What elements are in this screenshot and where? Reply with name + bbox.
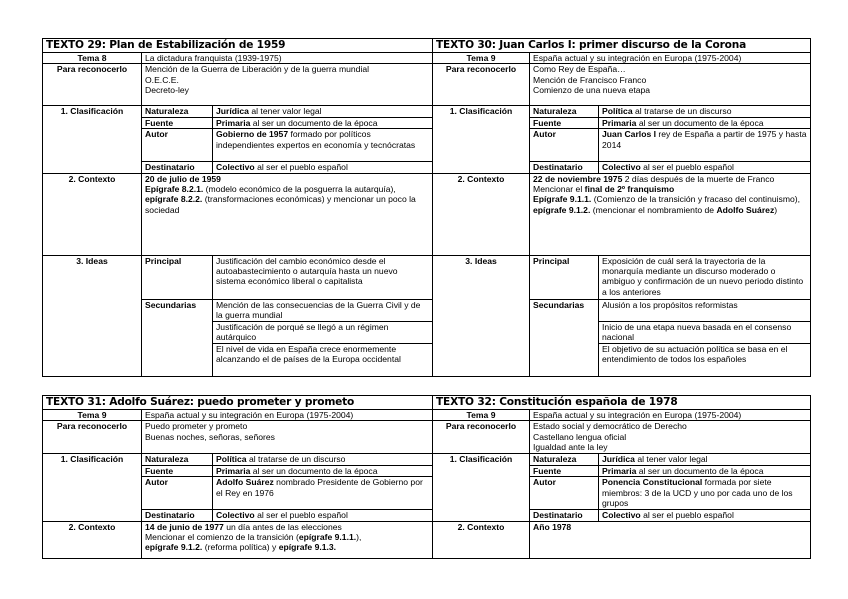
- texto-30-ideas-label: 3. Ideas: [433, 255, 530, 376]
- texto-30-naturaleza-label: Naturaleza: [530, 106, 599, 117]
- texto-32-autor-bold: Ponencia Constitucional: [602, 477, 703, 488]
- texto-32-naturaleza-bold: Jurídica: [602, 454, 635, 465]
- texto-29-principal-text: Justificación del cambio económico desde el autoabastecimiento o autarquía hasta un nuevo sistema económico liberal o capitalista: [213, 255, 433, 299]
- texto-30-fuente-rest: al ser un documento de la época: [636, 117, 764, 128]
- texto-32-autor-label: Autor: [530, 477, 599, 510]
- texto-31-epigrafe-ref: epígrafe 9.1.1.: [298, 532, 357, 543]
- texto-29-reconocer-line: Mención de la Guerra de Liberación y de la guerra mundial: [145, 64, 370, 75]
- texto-29-principal-label: Principal: [142, 255, 213, 299]
- texto-31-epigrafe-ref: epígrafe 9.1.2.: [145, 542, 203, 553]
- texto-31-autor-value: [213, 477, 433, 510]
- texto-32-reconocer-line: Igualdad ante la ley: [533, 442, 608, 453]
- texto-32-naturaleza-label: Naturaleza: [530, 454, 599, 465]
- texto-30-clasif-label: 1. Clasificación: [433, 106, 530, 173]
- texto-32-reconocer-label: Para reconocerlo: [433, 421, 530, 454]
- texto-31-naturaleza-bold: Política: [216, 454, 247, 465]
- texto-31-dest-label: Destinatario: [142, 510, 213, 521]
- texto-31-contexto-label: 2. Contexto: [43, 521, 142, 558]
- texto-29-tema-label: Tema 8: [43, 53, 142, 64]
- texto-29-contexto-label: 2. Contexto: [43, 173, 142, 255]
- texto-29-secundaria-item: Mención de las consecuencias de la Guerra Civil y de la guerra mundial: [213, 299, 433, 321]
- texto-31-reconocer-line: Puedo prometer y prometo: [145, 421, 248, 432]
- texto-29-dest-bold: Colectivo: [216, 162, 255, 173]
- texto-31-fuente-rest: al ser un documento de la época: [250, 465, 378, 476]
- texto-31-contexto-date: 14 de junio de 1977: [145, 521, 224, 532]
- texto-30-secundaria-item: Inicio de una etapa nueva basada en el consenso nacional: [599, 321, 811, 343]
- texto-29-contexto-desc: (transformaciones económicas) y mencionar un poco la sociedad: [145, 194, 416, 215]
- texto-32-fuente-value: [599, 465, 811, 476]
- texto-29-title: TEXTO 29: Plan de Estabilización de 1959: [43, 39, 433, 53]
- texto-31-contexto-desc: ),: [356, 532, 362, 543]
- texto-31-naturaleza-value: [213, 454, 433, 465]
- texto-30-contexto-desc: ): [774, 204, 778, 215]
- texto-30-tema-value: España actual y su integración en Europa (1975-2004): [530, 53, 811, 64]
- texto-30-autor-label: Autor: [530, 129, 599, 162]
- texto-30-contexto-desc: Mencionar el: [533, 184, 585, 195]
- texto-32-fuente-rest: al ser un documento de la época: [636, 465, 764, 476]
- texto-30-secundaria-item: Alusión a los propósitos reformistas: [599, 299, 811, 321]
- texto-30-epigrafe-ref: epígrafe 9.1.2.: [533, 204, 591, 215]
- texto-30-title: TEXTO 30: Juan Carlos I: primer discurso de la Corona: [433, 39, 811, 53]
- texto-29-reconocer-label: Para reconocerlo: [43, 64, 142, 106]
- texto-32-reconocer-text: [530, 421, 811, 454]
- texto-30-contexto-date: 22 de noviembre 1975: [533, 173, 623, 184]
- texto-29-secundaria-item: El nivel de vida en España crece enormemente alcanzando el de países de la Europa occidental: [213, 343, 433, 376]
- texto-31-dest-bold: Colectivo: [216, 510, 255, 521]
- texto-30-dest-value: [599, 162, 811, 173]
- texto-32-autor-value: [599, 477, 811, 510]
- texto-30-principal-label: Principal: [530, 255, 599, 299]
- texto-29-secundaria-item: Justificación de porqué se llegó a un régimen autárquico: [213, 321, 433, 343]
- texto-30-fuente-value: [599, 117, 811, 128]
- texto-31-contexto-desc: (reforma política) y: [202, 542, 279, 553]
- texto-32-dest-value: [599, 510, 811, 521]
- texto-31-fuente-label: Fuente: [142, 465, 213, 476]
- texto-30-dest-label: Destinatario: [530, 162, 599, 173]
- texto-29-fuente-label: Fuente: [142, 117, 213, 128]
- texto-32-fuente-bold: Primaria: [602, 465, 637, 476]
- texto-32-dest-label: Destinatario: [530, 510, 599, 521]
- texto-29-clasif-label: 1. Clasificación: [43, 106, 142, 173]
- texto-29-naturaleza-rest: al tener valor legal: [248, 106, 322, 117]
- texto-29-reconocer-line: Decreto-ley: [145, 85, 189, 96]
- texto-32-naturaleza-value: [599, 454, 811, 465]
- texto-30-fuente-bold: Primaria: [602, 117, 637, 128]
- texto-29-fuente-rest: al ser un documento de la época: [250, 117, 378, 128]
- texto-30-naturaleza-rest: al tratarse de un discurso: [632, 106, 732, 117]
- texto-29-fuente-value: [213, 117, 433, 128]
- texto-32-fuente-label: Fuente: [530, 465, 599, 476]
- texto-32-dest-bold: Colectivo: [602, 510, 641, 521]
- texto-30-dest-rest: al ser el pueblo español: [640, 162, 734, 173]
- texto-29-epigrafe-ref: Epígrafe 8.2.1.: [145, 184, 204, 195]
- texto-31-naturaleza-rest: al tratarse de un discurso: [246, 454, 346, 465]
- texto-32-reconocer-line: Castellano lengua oficial: [533, 431, 627, 442]
- texto-32-contexto-date: Año 1978: [533, 521, 572, 532]
- texto-29-contexto-desc: (modelo económico de la posguerra la autarquía),: [203, 184, 396, 195]
- texto-30-autor-bold: Juan Carlos I: [602, 129, 656, 140]
- texto-31-contexto-desc: un día antes de las elecciones: [223, 521, 342, 532]
- texto-31-contexto-desc: Mencionar el comienzo de la transición (: [145, 532, 299, 543]
- texto-32-tema-label: Tema 9: [433, 410, 530, 421]
- texto-30-epigrafe-ref: Epígrafe 9.1.1.: [533, 194, 592, 205]
- texto-30-secundaria-item: El objetivo de su actuación política se basa en el entendimiento de todos los españoles: [599, 343, 811, 376]
- texto-30-reconocer-text: [530, 64, 811, 106]
- texto-29-naturaleza-value: [213, 106, 433, 117]
- texto-29-naturaleza-label: Naturaleza: [142, 106, 213, 117]
- texto-30-naturaleza-bold: Política: [602, 106, 633, 117]
- texto-31-fuente-bold: Primaria: [216, 465, 251, 476]
- texto-30-dest-bold: Colectivo: [602, 162, 641, 173]
- texto-29-dest-rest: al ser el pueblo español: [254, 162, 348, 173]
- texto-31-title: TEXTO 31: Adolfo Suárez: puedo prometer y prometo: [43, 396, 433, 410]
- texto-29-naturaleza-bold: Jurídica: [216, 106, 249, 117]
- texto-31-tema-label: Tema 9: [43, 410, 142, 421]
- texto-30-contexto-desc: 2 días después de la muerte de Franco: [622, 173, 775, 184]
- texto-31-tema-value: España actual y su integración en Europa (1975-2004): [142, 410, 433, 421]
- texto-30-contexto-label: 2. Contexto: [433, 173, 530, 255]
- texto-32-contexto-text: [530, 521, 811, 558]
- texto-30-contexto-highlight: Adolfo Suárez: [716, 204, 775, 215]
- texto-29-dest-label: Destinatario: [142, 162, 213, 173]
- texto-30-contexto-highlight: final de 2º franquismo: [584, 184, 675, 195]
- texto-31-autor-bold: Adolfo Suárez: [216, 477, 274, 488]
- texto-30-secundarias-label: Secundarias: [530, 299, 599, 376]
- texto-30-autor-rest: rey de España a partir de 1975 y hasta 2014: [602, 129, 807, 150]
- texto-32-naturaleza-rest: al tener valor legal: [634, 454, 708, 465]
- texto-30-reconocer-label: Para reconocerlo: [433, 64, 530, 106]
- texto-29-reconocer-text: [142, 64, 433, 106]
- texto-31-autor-label: Autor: [142, 477, 213, 510]
- texto-29-autor-label: Autor: [142, 129, 213, 162]
- texto-32-autor-rest: formada por siete miembros: 3 de la UCD y uno por cada uno de los grupos: [602, 477, 793, 509]
- texto-31-reconocer-label: Para reconocerlo: [43, 421, 142, 454]
- texto-29-contexto-text: [142, 173, 433, 255]
- texto-31-dest-value: [213, 510, 433, 521]
- texts-table-bottom: [42, 395, 811, 559]
- texto-31-dest-rest: al ser el pueblo español: [254, 510, 348, 521]
- texto-30-naturaleza-value: [599, 106, 811, 117]
- texto-29-secundarias-label: Secundarias: [142, 299, 213, 376]
- texts-table-top: [42, 38, 811, 377]
- texto-32-dest-rest: al ser el pueblo español: [640, 510, 734, 521]
- texto-32-clasif-label: 1. Clasificación: [433, 454, 530, 521]
- texto-29-reconocer-line: O.E.C.E.: [145, 74, 179, 85]
- texto-29-tema-value: La dictadura franquista (1939-1975): [142, 53, 433, 64]
- texto-31-reconocer-line: Buenas noches, señoras, señores: [145, 431, 275, 442]
- texto-29-dest-value: [213, 162, 433, 173]
- texto-30-reconocer-line: Como Rey de España…: [533, 64, 626, 75]
- texto-29-ideas-label: 3. Ideas: [43, 255, 142, 376]
- texto-31-reconocer-text: [142, 421, 433, 454]
- texto-29-autor-rest: formado por políticos independientes expertos en economía y tecnócratas: [216, 129, 416, 150]
- texto-30-autor-value: [599, 129, 811, 162]
- texto-29-fuente-bold: Primaria: [216, 117, 251, 128]
- texto-32-tema-value: España actual y su integración en Europa (1975-2004): [530, 410, 811, 421]
- texto-29-autor-bold: Gobierno de 1957: [216, 129, 289, 140]
- texto-32-title: TEXTO 32: Constitución española de 1978: [433, 396, 811, 410]
- texto-30-contexto-desc: (Comienzo de la transición y fracaso del continuismo),: [591, 194, 801, 205]
- texto-31-contexto-text: [142, 521, 433, 558]
- texto-30-contexto-text: [530, 173, 811, 255]
- texto-31-clasif-label: 1. Clasificación: [43, 454, 142, 521]
- texto-31-fuente-value: [213, 465, 433, 476]
- texto-30-reconocer-line: Mención de Francisco Franco: [533, 74, 647, 85]
- texto-30-principal-text: Exposición de cuál será la trayectoria de la monarquía mediante un discurso moderado o ambiguo y confirmación de un nuevo periodo distinto a los anteriores: [599, 255, 811, 299]
- texto-29-contexto-date: 20 de julio de 1959: [145, 173, 221, 184]
- texto-31-naturaleza-label: Naturaleza: [142, 454, 213, 465]
- texto-31-epigrafe-ref: epígrafe 9.1.3.: [278, 542, 337, 553]
- texto-30-tema-label: Tema 9: [433, 53, 530, 64]
- texto-32-contexto-label: 2. Contexto: [433, 521, 530, 558]
- texto-32-reconocer-line: Estado social y democrático de Derecho: [533, 421, 687, 432]
- texto-31-autor-rest: nombrado Presidente de Gobierno por el Rey en 1976: [216, 477, 423, 498]
- texto-29-epigrafe-ref: epígrafe 8.2.2.: [145, 194, 203, 205]
- texto-30-reconocer-line: Comienzo de una nueva etapa: [533, 85, 651, 96]
- texto-30-fuente-label: Fuente: [530, 117, 599, 128]
- texto-30-contexto-desc: (mencionar el nombramiento de: [590, 204, 717, 215]
- texto-29-autor-value: [213, 129, 433, 162]
